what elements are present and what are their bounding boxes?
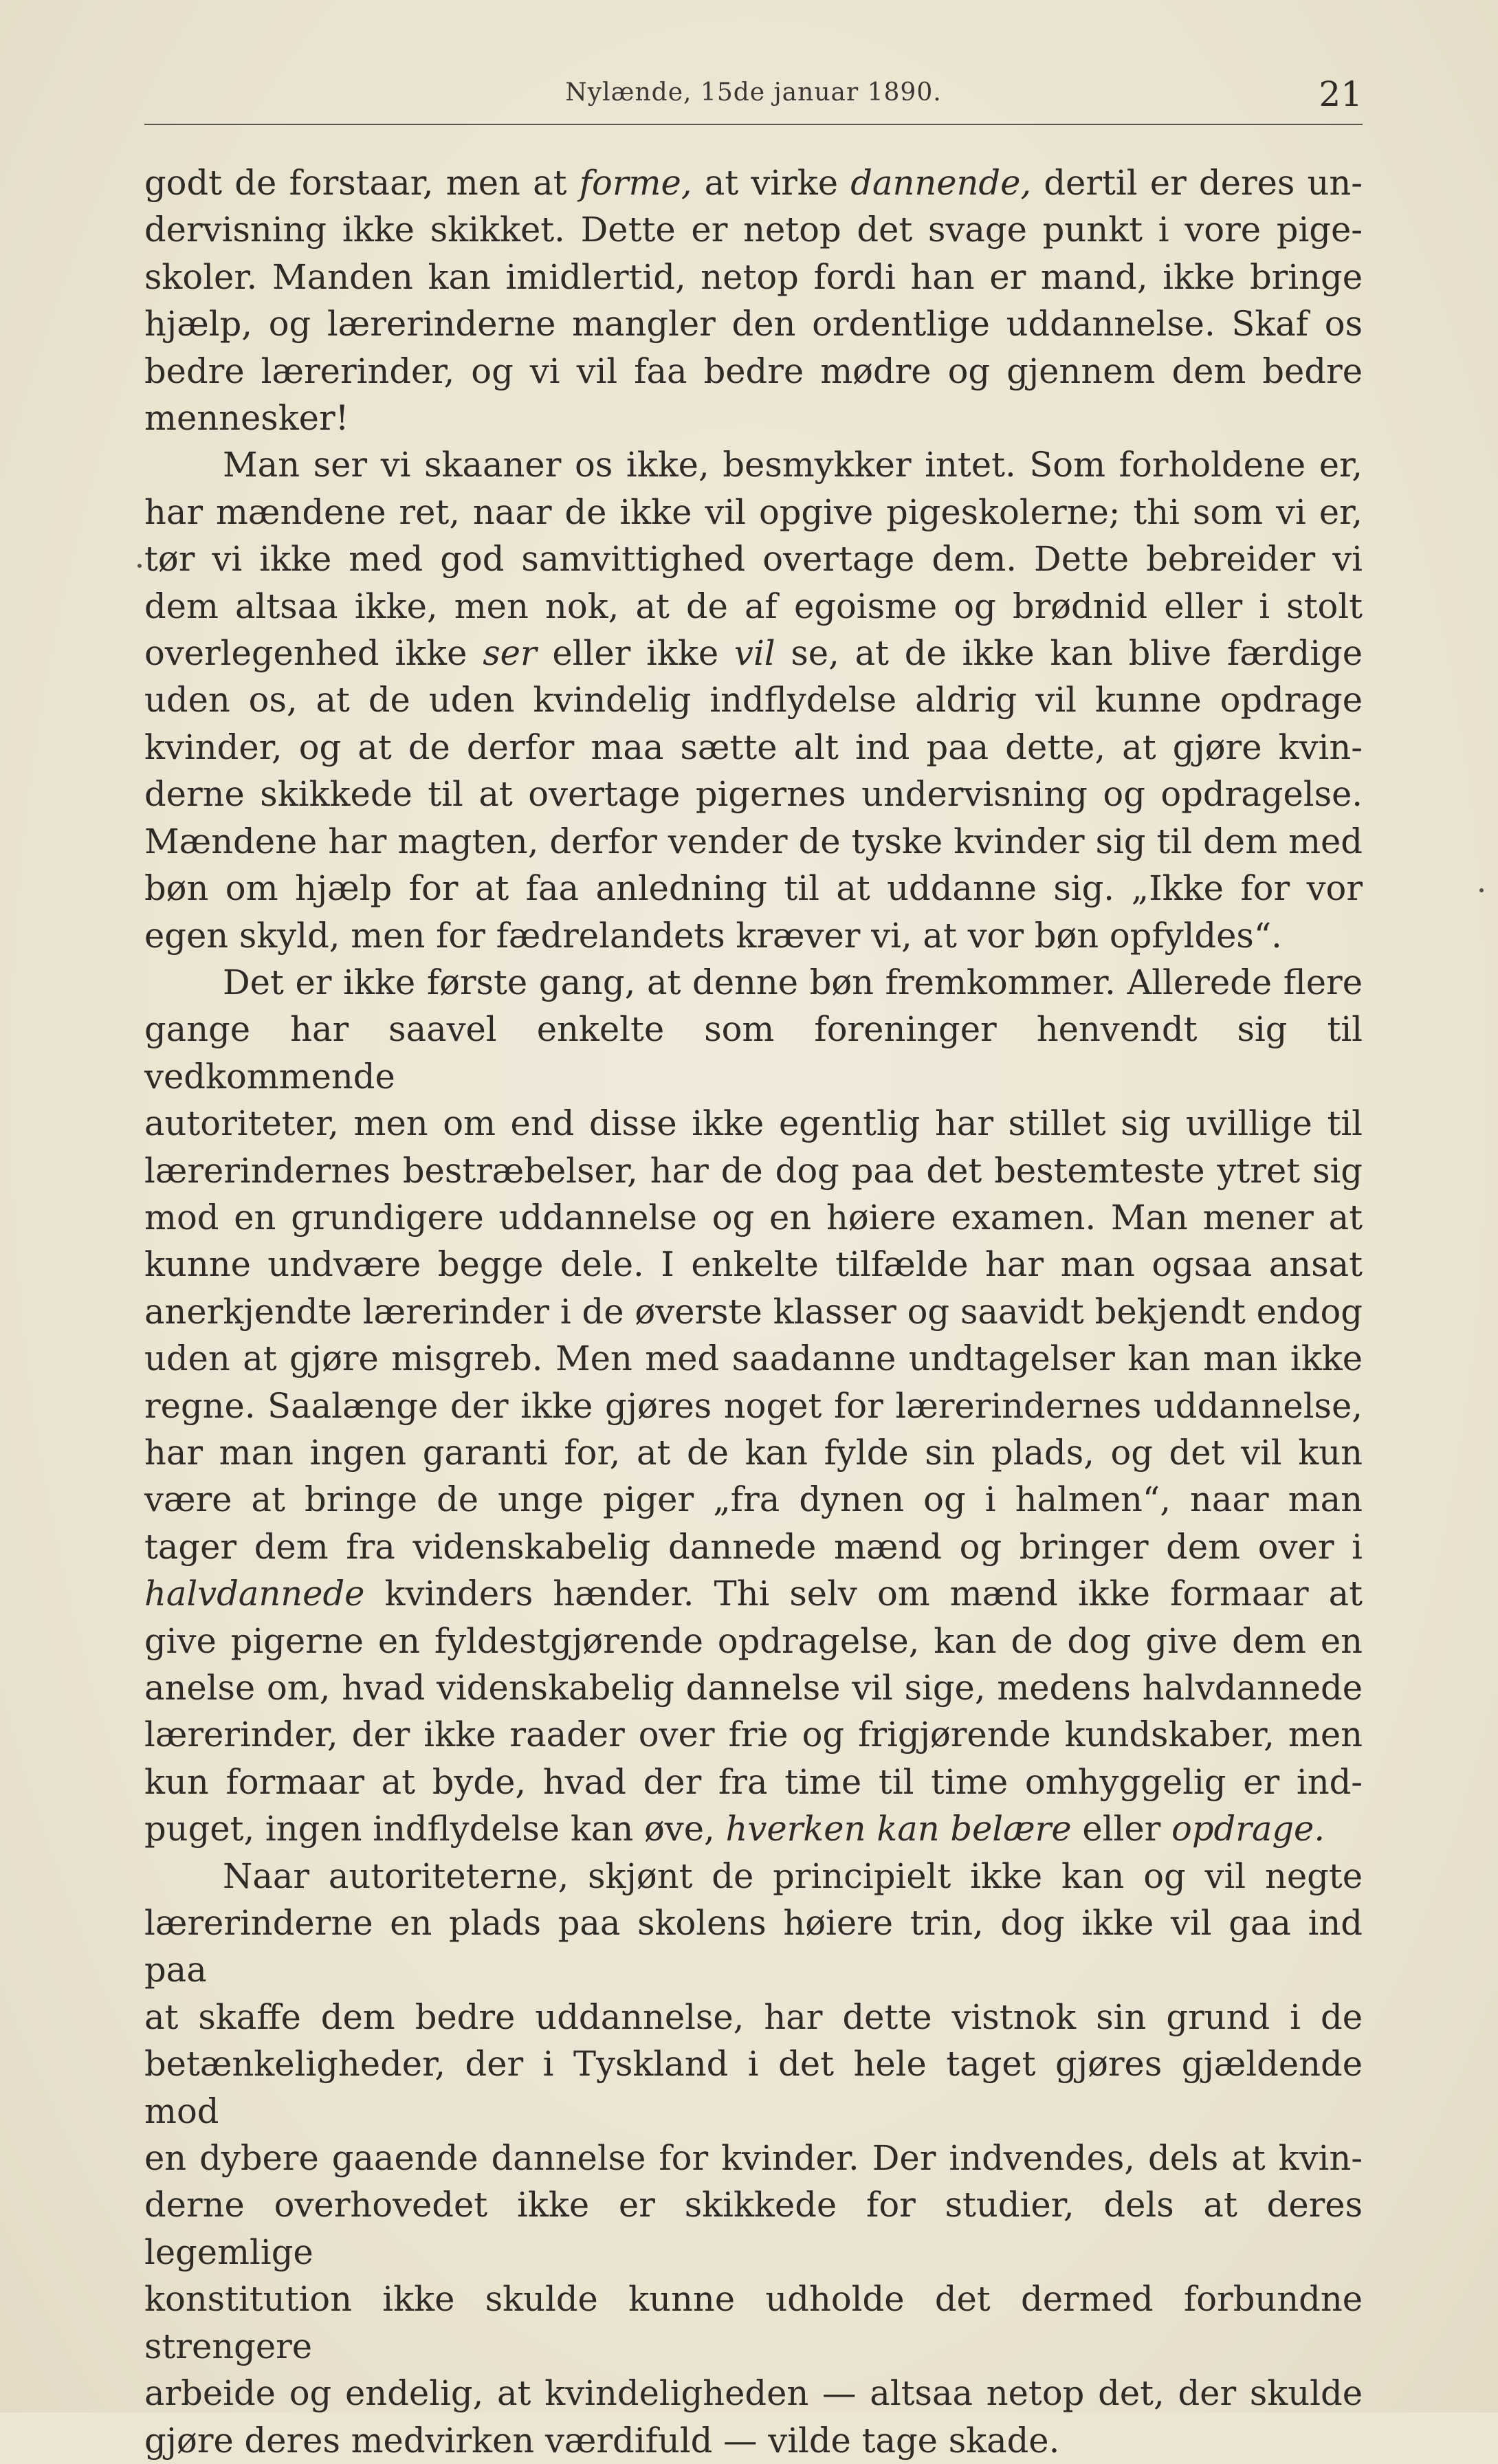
text-segment: at skaffe dem bedre uddannelse, har dette vistnok sin grund i de bbox=[144, 1996, 1363, 2037]
text-segment: gjøre deres medvirken værdifuld — vilde tage skade. bbox=[144, 2420, 1060, 2461]
text-segment: eller ikke bbox=[536, 633, 734, 674]
text-line bbox=[144, 630, 1363, 676]
margin-mark bbox=[1479, 888, 1484, 892]
text-segment: Det er ikke første gang, at denne bøn fremkommer. Allerede flere bbox=[223, 962, 1363, 1002]
text-line bbox=[144, 160, 1363, 206]
text-line bbox=[144, 2417, 1363, 2464]
italic-text: hverken kan belære bbox=[725, 1809, 1072, 1849]
text-segment: tager dem fra videnskabelig dannede mænd og bringer dem over i bbox=[144, 1526, 1363, 1567]
text-line bbox=[144, 1288, 1363, 1335]
text-line bbox=[144, 348, 1363, 395]
text-segment: kvinders hænder. Thi selv om mænd ikke formaar at bbox=[364, 1574, 1363, 1614]
text-segment: uden os, at de uden kvindelig indflydelse aldrig vil kunne opdrage bbox=[144, 680, 1363, 720]
text-segment: derne skikkede til at overtage pigernes undervisning og opdragelse. bbox=[144, 774, 1363, 815]
italic-text: dannende, bbox=[850, 163, 1032, 203]
text-line bbox=[144, 912, 1363, 959]
paragraph bbox=[144, 441, 1363, 958]
text-line bbox=[144, 2181, 1363, 2276]
paragraph bbox=[144, 1853, 1363, 2464]
page-header bbox=[144, 74, 1363, 122]
text-segment: egen skyld, men for fædrelandets kræver vi, at vor bøn opfyldes“. bbox=[144, 915, 1282, 956]
text-line bbox=[144, 1006, 1363, 1100]
text-segment: regne. Saalænge der ikke gjøres noget for lærerindernes uddannelse, bbox=[144, 1385, 1363, 1426]
text-line bbox=[144, 395, 1363, 441]
paragraph bbox=[144, 959, 1363, 1853]
text-segment: lærerinderne en plads paa skolens høiere trin, dog ikke vil gaa ind paa bbox=[144, 1903, 1363, 1990]
text-line bbox=[144, 489, 1363, 536]
text-segment: dem altsaa ikke, men nok, at de af egoisme og brødnid eller i stolt bbox=[144, 586, 1363, 626]
text-segment: give pigerne en fyldestgjørende opdragelse, kan de dog give dem en bbox=[144, 1620, 1363, 1661]
text-segment: konstitution ikke skulde kunne udholde det dermed forbundne strengere bbox=[144, 2279, 1363, 2366]
text-line bbox=[144, 771, 1363, 817]
text-segment: arbeide og endelig, at kvindeligheden — altsaa netop det, der skulde bbox=[144, 2373, 1363, 2414]
text-segment: kunne undvære begge dele. I enkelte tilfælde har man ogsaa ansat bbox=[144, 1244, 1363, 1285]
text-line bbox=[144, 1759, 1363, 1805]
italic-text: opdrage. bbox=[1171, 1809, 1325, 1849]
text-segment: har man ingen garanti for, at de kan fylde sin plads, og det vil kun bbox=[144, 1432, 1363, 1473]
text-segment: mod en grundigere uddannelse og en høiere examen. Man mener at bbox=[144, 1197, 1363, 1238]
text-line bbox=[144, 1194, 1363, 1241]
text-segment: bedre lærerinder, og vi vil faa bedre mødre og gjennem dem bedre bbox=[144, 351, 1363, 391]
text-line bbox=[144, 676, 1363, 723]
text-segment: Man ser vi skaaner os ikke, besmykker intet. Som forholdene er, bbox=[223, 445, 1363, 485]
text-line bbox=[144, 1853, 1363, 1900]
text-line bbox=[144, 254, 1363, 300]
text-line bbox=[144, 2040, 1363, 2135]
text-segment: kvinder, og at de derfor maa sætte alt ind paa dette, at gjøre kvin- bbox=[144, 727, 1363, 767]
text-line bbox=[144, 583, 1363, 630]
text-segment: derne overhovedet ikke er skikkede for studier, dels at deres legemlige bbox=[144, 2185, 1363, 2272]
margin-mark bbox=[137, 564, 142, 568]
text-segment: hjælp, og lærerinderne mangler den ordentlige uddannelse. Skaf os bbox=[144, 304, 1363, 344]
text-line bbox=[144, 536, 1363, 582]
text-segment: se, at de ikke kan blive færdige bbox=[775, 633, 1363, 674]
text-line bbox=[144, 1429, 1363, 1476]
running-head: Nylænde, 15de januar 1890. bbox=[565, 78, 942, 107]
text-line bbox=[144, 300, 1363, 347]
text-segment: Naar autoriteterne, skjønt de principielt ikke kan og vil negte bbox=[223, 1856, 1363, 1896]
text-segment: skoler. Manden kan imidlertid, netop fordi han er mand, ikke bringe bbox=[144, 256, 1363, 297]
text-line bbox=[144, 1147, 1363, 1194]
text-segment: kun formaar at byde, hvad der fra time til time omhyggelig er ind- bbox=[144, 1761, 1363, 1802]
text-line bbox=[144, 2370, 1363, 2417]
italic-text: ser bbox=[483, 633, 537, 674]
text-segment: mennesker! bbox=[144, 398, 349, 439]
italic-text: halvdannede bbox=[144, 1574, 365, 1614]
text-line bbox=[144, 1476, 1363, 1523]
text-line bbox=[144, 1335, 1363, 1382]
italic-text: vil bbox=[734, 633, 775, 674]
text-segment: betænkeligheder, der i Tyskland i det hele taget gjøres gjældende mod bbox=[144, 2044, 1363, 2131]
text-segment: bøn om hjælp for at faa anledning til at uddanne sig. „Ikke for vor bbox=[144, 868, 1363, 909]
text-segment: puget, ingen indflydelse kan øve, bbox=[144, 1809, 726, 1849]
text-line bbox=[144, 2135, 1363, 2181]
text-segment: tør vi ikke med god samvittighed overtage dem. Dette bebreider vi bbox=[144, 539, 1363, 580]
text-line bbox=[144, 865, 1363, 912]
text-segment: anelse om, hvad videnskabelig dannelse vil sige, medens halvdannede bbox=[144, 1668, 1363, 1708]
text-segment: lærerindernes bestræbelser, har de dog paa det bestemteste ytret sig bbox=[144, 1150, 1363, 1191]
page-number: 21 bbox=[1319, 74, 1363, 114]
text-line bbox=[144, 1524, 1363, 1570]
text-line bbox=[144, 1241, 1363, 1288]
text-line bbox=[144, 1994, 1363, 2040]
text-line bbox=[144, 959, 1363, 1006]
text-segment: autoriteter, men om end disse ikke egentlig har stillet sig uvillige til bbox=[144, 1103, 1363, 1144]
text-segment: være at bringe de unge piger „fra dynen og i halmen“, naar man bbox=[144, 1480, 1363, 1520]
text-line bbox=[144, 1570, 1363, 1617]
text-segment: gange har saavel enkelte som foreninger henvendt sig til vedkommende bbox=[144, 1009, 1363, 1097]
text-segment: dervisning ikke skikket. Dette er netop det svage punkt i vore pige- bbox=[144, 210, 1363, 250]
header-rule bbox=[144, 124, 1363, 125]
text-segment: at virke bbox=[692, 163, 851, 203]
text-line bbox=[144, 1805, 1363, 1852]
text-segment: lærerinder, der ikke raader over frie og frigjørende kundskaber, men bbox=[144, 1715, 1363, 1755]
text-line bbox=[144, 1664, 1363, 1711]
text-line bbox=[144, 206, 1363, 253]
text-segment: overlegenhed ikke bbox=[144, 633, 483, 674]
text-line bbox=[144, 1618, 1363, 1664]
italic-text: forme, bbox=[579, 163, 692, 203]
text-line bbox=[144, 818, 1363, 865]
text-line bbox=[144, 724, 1363, 771]
text-segment: anerkjendte lærerinder i de øverste klasser og saavidt bekjendt endog bbox=[144, 1291, 1363, 1332]
text-segment: en dybere gaaende dannelse for kvinder. Der indvendes, dels at kvin- bbox=[144, 2138, 1363, 2179]
text-line bbox=[144, 1383, 1363, 1429]
text-line bbox=[144, 1100, 1363, 1147]
body-text bbox=[144, 160, 1363, 2464]
text-segment: Mændene har magten, derfor vender de tyske kvinder sig til dem med bbox=[144, 821, 1363, 861]
text-segment: dertil er deres un- bbox=[1031, 163, 1363, 203]
text-line bbox=[144, 441, 1363, 488]
paragraph bbox=[144, 160, 1363, 441]
text-segment: uden at gjøre misgreb. Men med saadanne undtagelser kan man ikke bbox=[144, 1339, 1363, 1379]
text-line bbox=[144, 2276, 1363, 2370]
text-segment: eller bbox=[1071, 1809, 1172, 1849]
text-line bbox=[144, 1711, 1363, 1758]
text-segment: har mændene ret, naar de ikke vil opgive pigeskolerne; thi som vi er, bbox=[144, 492, 1363, 532]
text-line bbox=[144, 1900, 1363, 1994]
text-segment: godt de forstaar, men at bbox=[144, 163, 580, 203]
